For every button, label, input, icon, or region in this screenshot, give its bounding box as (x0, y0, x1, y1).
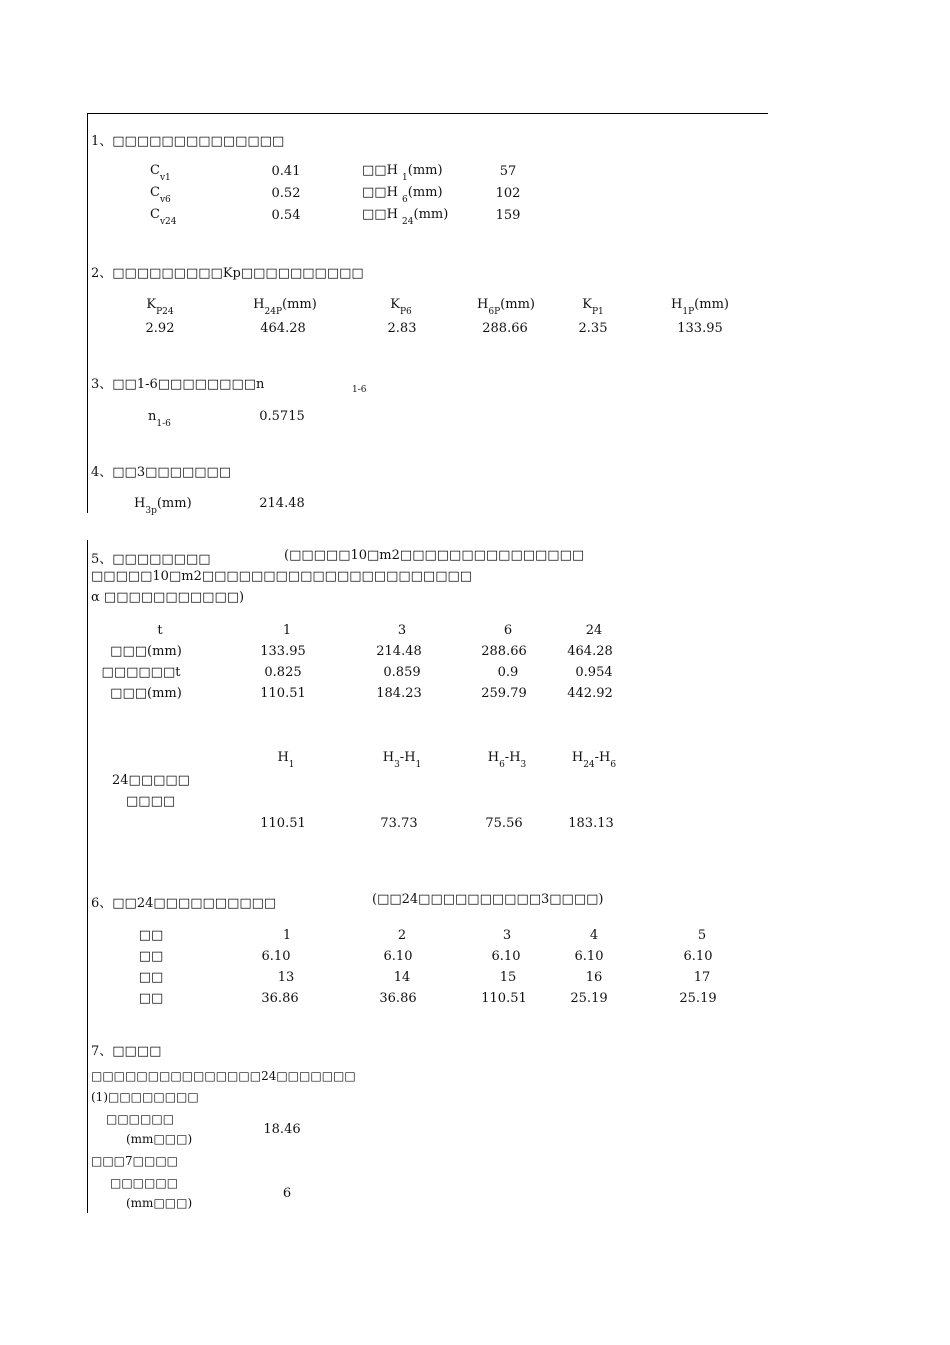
h1p-header: $H_{1P}(mm)$ (671, 297, 729, 317)
rain-label: □□ (138, 949, 164, 964)
h1-value: 57 (499, 164, 517, 179)
flow-label-a1: □□□□□□ (106, 1112, 175, 1126)
rain-cell: 110.51 (481, 991, 527, 1006)
hour-cell: 17 (693, 970, 711, 985)
rain-cell: 36.86 (261, 991, 299, 1006)
h6-value: 102 (495, 186, 521, 201)
table-cell: 0.859 (383, 665, 421, 680)
table-cell: 0.825 (264, 665, 302, 680)
diff-value: 75.56 (485, 816, 523, 831)
hour-cell: 14 (393, 970, 411, 985)
diff-value: 183.13 (568, 816, 614, 831)
hour-cell: 2 (397, 928, 407, 943)
table-cell: 0.954 (575, 665, 613, 680)
table-cell: 1 (282, 623, 292, 638)
h24-value: 159 (495, 208, 521, 223)
h24p-header: $H_{24P}(mm)$ (253, 297, 317, 317)
row-label: □□□□□□t (101, 665, 181, 680)
cv24-value: 0.54 (271, 208, 301, 223)
hour-cell: 16 (585, 970, 603, 985)
table-cell: 24 (585, 623, 603, 638)
section-6-heading: 6、□□24□□□□□□□□□□ (91, 896, 277, 911)
rain-cell: 6.10 (261, 949, 291, 964)
kp1-header: $K_{P1}$ (582, 297, 604, 317)
rain-cell: 6.10 (491, 949, 521, 964)
table-cell: 184.23 (376, 686, 422, 701)
section-7-line-1: □□□□□□□□□□□□□□□24□□□□□□□ (91, 1069, 356, 1083)
cv1-symbol: $C_{v1}$ (150, 163, 171, 183)
h6p-value: 288.66 (482, 321, 528, 336)
rain-cell: 25.19 (570, 991, 608, 1006)
section-5-note-1: (□□□□□10□m2□□□□□□□□□□□□□□□ (284, 548, 585, 563)
table-cell: 259.79 (481, 686, 527, 701)
section-5-note-3: α □□□□□□□□□□□) (91, 590, 245, 605)
h6p-header: $H_{6P}(mm)$ (477, 297, 535, 317)
section-4-heading: 4、□□3□□□□□□□ (91, 465, 232, 480)
table-cell: 442.92 (567, 686, 613, 701)
table-cell: 133.95 (260, 644, 306, 659)
cv6-value: 0.52 (271, 186, 301, 201)
flow-label-a2: (mm□□□) (126, 1132, 193, 1146)
diff-header-h3-h1: $H_3-H_1$ (382, 750, 422, 770)
hour-cell: 13 (277, 970, 295, 985)
hour-cell: 3 (502, 928, 512, 943)
table-cell: 464.28 (567, 644, 613, 659)
rain-cell: 6.10 (683, 949, 713, 964)
diff-value: 110.51 (260, 816, 306, 831)
table-cell: 0.9 (497, 665, 519, 680)
kp6-value: 2.83 (387, 321, 417, 336)
hour-cell: 1 (282, 928, 292, 943)
section-5-note-2: □□□□□10□m2□□□□□□□□□□□□□□□□□□□□□□ (91, 569, 473, 584)
hour-cell: 5 (697, 928, 707, 943)
h1p-value: 133.95 (677, 321, 723, 336)
hour-label: □□ (138, 928, 164, 943)
h24-label: □□H $_{24}$(mm) (362, 207, 449, 227)
section-7-line-2: (1)□□□□□□□□ (91, 1090, 199, 1104)
kp24-value: 2.92 (145, 321, 175, 336)
flow-label-b2: (mm□□□) (126, 1196, 193, 1210)
left-border-upper (87, 113, 88, 513)
table-cell: 288.66 (481, 644, 527, 659)
section-3-heading: 3、□□1-6□□□□□□□□n (91, 377, 265, 392)
kp6-header: $K_{P6}$ (390, 297, 412, 317)
section-6-note: (□□24□□□□□□□□□□3□□□□) (372, 892, 604, 907)
kp24-header: $K_{P24}$ (146, 297, 174, 317)
cv24-symbol: $C_{v24}$ (150, 207, 177, 227)
rain-label: □□ (138, 991, 164, 1006)
section-7-line-3: □□□7□□□□ (91, 1154, 178, 1168)
hour-label: □□ (138, 970, 164, 985)
rain-cell: 6.10 (574, 949, 604, 964)
diff-value: 73.73 (380, 816, 418, 831)
diff-label-1: 24□□□□□ (112, 773, 190, 788)
diff-header-h1: $H_1$ (277, 750, 295, 770)
flow-label-b1: □□□□□□ (110, 1176, 179, 1190)
h24p-value: 464.28 (260, 321, 306, 336)
rain-cell: 6.10 (383, 949, 413, 964)
row-label: t (157, 623, 163, 638)
section-2-heading: 2、□□□□□□□□□Kp□□□□□□□□□□ (91, 266, 364, 281)
cv1-value: 0.41 (271, 164, 301, 179)
kp1-value: 2.35 (578, 321, 608, 336)
section-1-heading: 1、□□□□□□□□□□□□□□ (91, 134, 285, 149)
section-7-heading: 7、□□□□ (91, 1044, 162, 1059)
n16-symbol: $n_{1-6}$ (148, 409, 171, 429)
flow-value-a: 18.46 (263, 1122, 301, 1137)
h6-label: □□H $_6$(mm) (362, 185, 443, 205)
diff-header-h24-h6: $H_{24}-H_6$ (571, 750, 617, 770)
table-cell: 214.48 (376, 644, 422, 659)
section-5-heading: 5、□□□□□□□□ (91, 552, 211, 567)
row-label: □□□(mm) (110, 644, 182, 659)
diff-header-h6-h3: $H_6-H_3$ (487, 750, 527, 770)
hour-cell: 4 (589, 928, 599, 943)
cv6-symbol: $C_{v6}$ (150, 185, 171, 205)
h3p-value: 214.48 (259, 496, 305, 511)
h1-label: □□H $_1$(mm) (362, 163, 443, 183)
section-3-heading-sub: 1-6 (352, 385, 367, 395)
n16-value: 0.5715 (259, 409, 305, 424)
table-cell: 3 (397, 623, 407, 638)
row-label: □□□(mm) (110, 686, 182, 701)
top-border (87, 113, 768, 114)
rain-cell: 25.19 (679, 991, 717, 1006)
hour-cell: 15 (499, 970, 517, 985)
table-cell: 6 (503, 623, 513, 638)
rain-cell: 36.86 (379, 991, 417, 1006)
h3p-symbol: $H_{3p}(mm)$ (134, 496, 192, 516)
diff-label-2: □□□□ (126, 794, 176, 809)
left-border-lower (87, 540, 88, 1213)
table-cell: 110.51 (260, 686, 306, 701)
flow-value-b: 6 (282, 1186, 292, 1201)
